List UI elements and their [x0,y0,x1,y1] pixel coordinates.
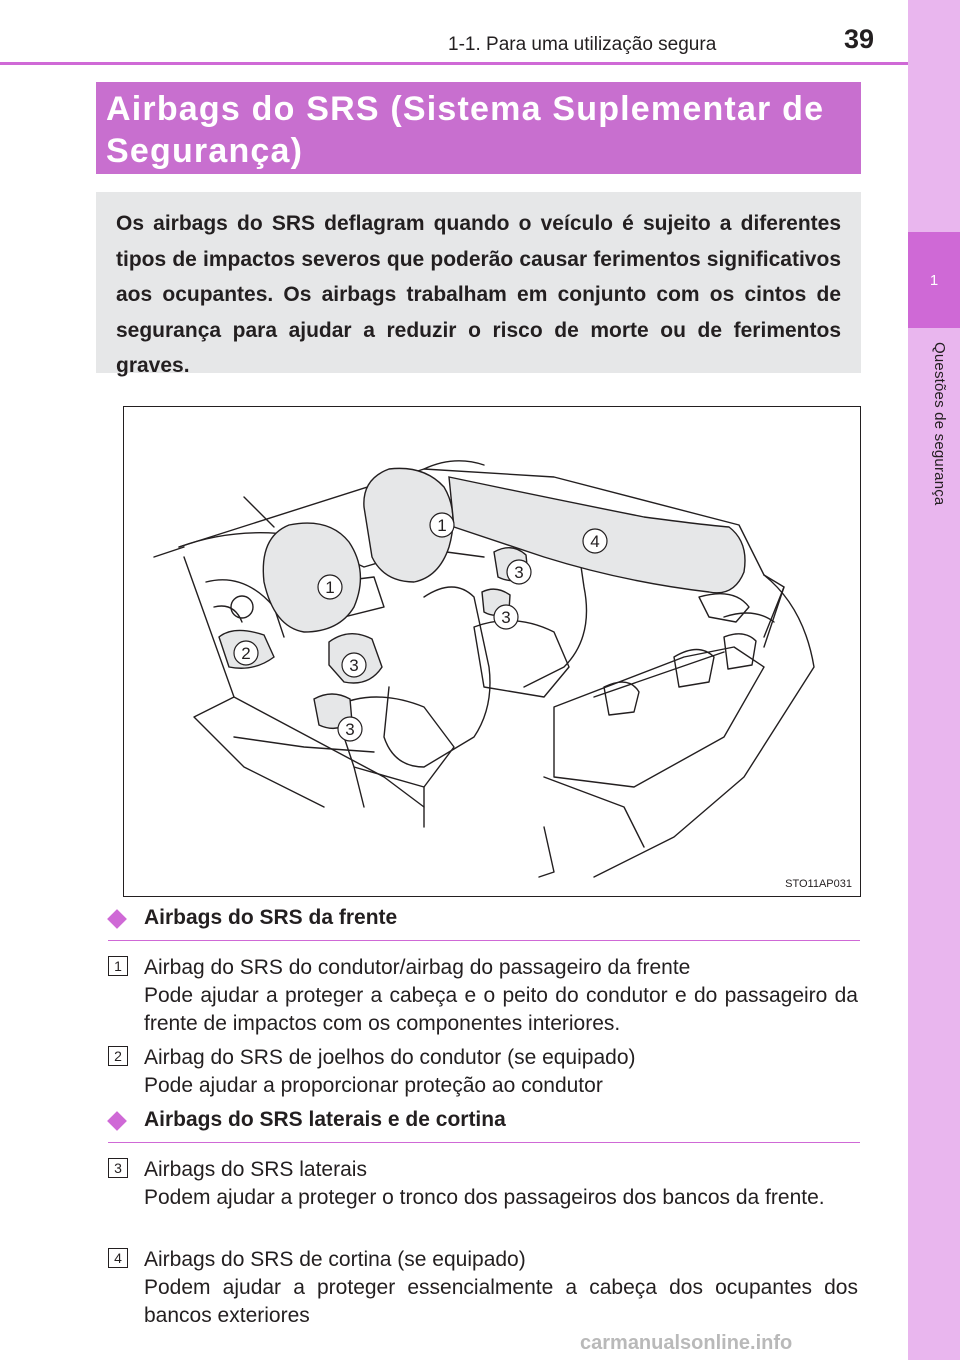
callout-3-passenger-lower-label: 3 [501,608,511,627]
item-title: Airbag do SRS do condutor/airbag do passageiro da frente [144,956,691,979]
callout-1-driver-label: 1 [325,578,335,597]
callout-3-driver-upper-label: 3 [349,656,359,675]
item-description: Pode ajudar a proporcionar proteção ao condutor [144,1074,603,1097]
airbag-illustration [123,406,861,897]
page-number: 39 [844,24,875,54]
car-interior-drawing [124,407,862,898]
item-title: Airbags do SRS de cortina (se equipado) [144,1248,526,1271]
subheading-text: Airbags do SRS laterais e de cortina [144,1108,506,1131]
subheading-text: Airbags do SRS da frente [144,906,398,929]
intro-box [96,192,861,377]
watermark: carmanualsonline.info [580,1332,793,1354]
item-number-badge: 2 [108,1046,128,1066]
page-title: Airbags do SRS (Sistema Suplementar de Segurança) [106,90,825,170]
callout-2-label: 2 [241,644,251,663]
header-divider [0,62,908,65]
callout-1-passenger-label: 1 [437,516,447,535]
title-banner [96,82,861,174]
item-description: Pode ajudar a proteger a cabeça e o peito do condutor e do passageiro da frente de impactos com os componentes interiores. [144,984,858,1035]
diamond-bullet-icon [107,1111,127,1131]
callout-3-passenger-upper-label: 3 [514,563,524,582]
header-section-title: 1-1. Para uma utilização segura [448,34,717,55]
item-description: Podem ajudar a proteger o tronco dos passageiros dos bancos da frente. [144,1186,825,1209]
chapter-title: Questões de segurança [931,342,948,506]
figure-code: STO11AP031 [785,878,852,890]
item-number-badge: 1 [108,956,128,976]
item-title: Airbag do SRS de joelhos do condutor (se equipado) [144,1046,636,1069]
chapter-side-tab [908,0,960,1360]
callout-4-label: 4 [590,532,600,551]
item-number-badge: 4 [108,1248,128,1268]
subheading-side-curtain-airbags [108,1108,860,1143]
item-number-badge: 3 [108,1158,128,1178]
item-description: Podem ajudar a proteger essencialmente a cabeça dos ocupantes dos bancos exteriores [144,1276,858,1327]
intro-text: Os airbags do SRS deflagram quando o veículo é sujeito a diferentes tipos de impactos severos que poderão causar ferimentos significativos aos ocupantes. Os airbags trabalham em conjunto com os cintos de segurança para ajudar a reduzir o risco de morte ou de ferimentos graves. [116,212,841,377]
callout-3-driver-lower-label: 3 [345,720,355,739]
diamond-bullet-icon [107,909,127,929]
item-title: Airbags do SRS laterais [144,1158,367,1181]
chapter-number: 1 [908,232,960,328]
subheading-front-airbags [108,906,860,941]
